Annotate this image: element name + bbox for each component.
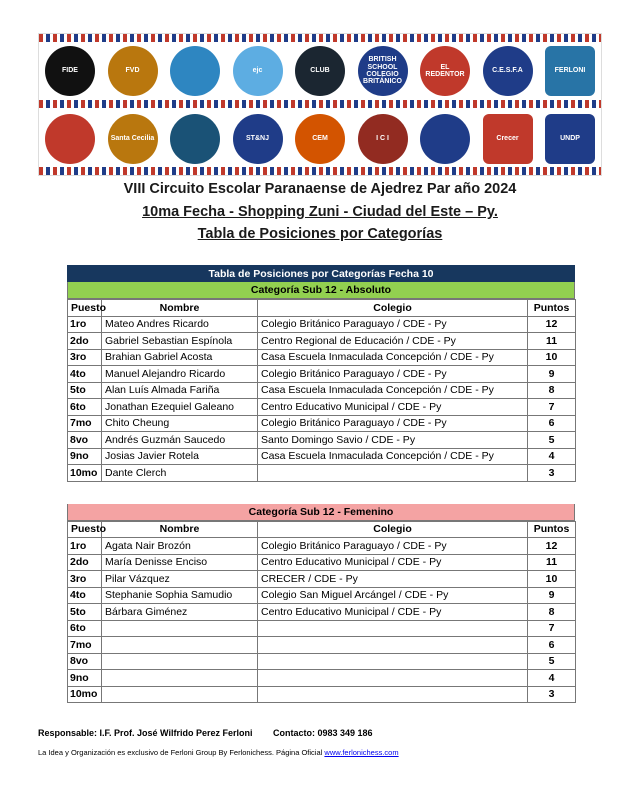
- points-cell: 10: [528, 349, 576, 366]
- position-cell: 6to: [68, 399, 102, 416]
- table-row: [68, 432, 576, 449]
- player-name-cell: María Denisse Enciso: [102, 554, 258, 571]
- table-row: [68, 333, 576, 350]
- col-header-points: Puntos: [528, 521, 576, 538]
- position-cell: 5to: [68, 382, 102, 399]
- fvd-logo: FVD: [108, 46, 158, 96]
- table-row: [68, 448, 576, 465]
- table-caption: Tabla de Posiciones por Categorías: [197, 226, 443, 242]
- ferloni-logo: FERLONI: [545, 46, 595, 96]
- school-cell: [258, 465, 528, 482]
- player-name-cell: Chito Cheung: [102, 415, 258, 432]
- school-cell: Centro Educativo Municipal / CDE - Py: [258, 604, 528, 621]
- table-header-row: [68, 521, 576, 538]
- player-name-cell: [102, 670, 258, 687]
- school-cell: Santo Domingo Savio / CDE - Py: [258, 432, 528, 449]
- table-row: [68, 620, 576, 637]
- table-row: [68, 538, 576, 555]
- points-cell: 3: [528, 465, 576, 482]
- fide-logo: FIDE: [45, 46, 95, 96]
- credit-text: La Idea y Organización es exclusivo de Ferloni Group By Ferlonichess. Página Oficial: [38, 748, 325, 757]
- col-header-name: Nombre: [102, 300, 258, 317]
- points-cell: 5: [528, 653, 576, 670]
- cesfa-logo: C.E.S.F.A: [483, 46, 533, 96]
- player-name-cell: Stephanie Sophia Samudio: [102, 587, 258, 604]
- position-cell: 8vo: [68, 653, 102, 670]
- points-cell: 7: [528, 399, 576, 416]
- school-cell: Centro Regional de Educación / CDE - Py: [258, 333, 528, 350]
- points-cell: 7: [528, 620, 576, 637]
- standings-header: Tabla de Posiciones por Categorías Fecha 10: [67, 265, 575, 282]
- position-cell: 10mo: [68, 686, 102, 703]
- position-cell: 7mo: [68, 415, 102, 432]
- player-name-cell: [102, 653, 258, 670]
- table-row: [68, 415, 576, 432]
- table-row: [68, 554, 576, 571]
- school-cell: Centro Educativo Municipal / CDE - Py: [258, 554, 528, 571]
- sponsor-banner: [38, 33, 602, 176]
- position-cell: 7mo: [68, 637, 102, 654]
- position-cell: 4to: [68, 587, 102, 604]
- tournament-title: VIII Circuito Escolar Paranaense de Ajedrez Par año 2024: [123, 181, 517, 197]
- table-row: [68, 686, 576, 703]
- table-row: [68, 366, 576, 383]
- table-row: [68, 637, 576, 654]
- points-cell: 6: [528, 637, 576, 654]
- points-cell: 10: [528, 571, 576, 588]
- table-row: [68, 587, 576, 604]
- player-name-cell: Pilar Vázquez: [102, 571, 258, 588]
- table-row: [68, 382, 576, 399]
- points-cell: 3: [528, 686, 576, 703]
- standings-table-femenino: [67, 521, 576, 704]
- position-cell: 9no: [68, 670, 102, 687]
- undp-logo: UNDP: [545, 114, 595, 164]
- school-cell: Casa Escuela Inmaculada Concepción / CDE - Py: [258, 349, 528, 366]
- school-cell: [258, 686, 528, 703]
- player-name-cell: [102, 637, 258, 654]
- points-cell: 12: [528, 316, 576, 333]
- position-cell: 9no: [68, 448, 102, 465]
- school-logo-1: [170, 46, 220, 96]
- position-cell: 3ro: [68, 571, 102, 588]
- school-cell: Colegio Británico Paraguayo / CDE - Py: [258, 316, 528, 333]
- position-cell: 4to: [68, 366, 102, 383]
- banner-stripe-top: [39, 34, 601, 42]
- player-name-cell: Brahian Gabriel Acosta: [102, 349, 258, 366]
- points-cell: 12: [528, 538, 576, 555]
- player-name-cell: Dante Clerch: [102, 465, 258, 482]
- position-cell: 3ro: [68, 349, 102, 366]
- position-cell: 6to: [68, 620, 102, 637]
- school-cell: Colegio Británico Paraguayo / CDE - Py: [258, 538, 528, 555]
- position-cell: 1ro: [68, 538, 102, 555]
- logo-row-bottom: [45, 110, 595, 168]
- school-cell: Casa Escuela Inmaculada Concepción / CDE - Py: [258, 448, 528, 465]
- player-name-cell: Andrés Guzmán Saucedo: [102, 432, 258, 449]
- points-cell: 4: [528, 670, 576, 687]
- ici-logo: I C I: [358, 114, 408, 164]
- banner-stripe-middle: [39, 100, 601, 108]
- footer-credit-line: [38, 748, 399, 757]
- player-name-cell: Josias Javier Rotela: [102, 448, 258, 465]
- santo-domingo-logo: [420, 114, 470, 164]
- section-gap: [67, 482, 575, 504]
- school-logo-2: [45, 114, 95, 164]
- table-row: [68, 465, 576, 482]
- col-header-pos: Puesto: [68, 300, 102, 317]
- school-cell: Colegio Británico Paraguayo / CDE - Py: [258, 366, 528, 383]
- position-cell: 1ro: [68, 316, 102, 333]
- club-ajedrez-logo: CLUB: [295, 46, 345, 96]
- category-title-absoluto: Categoría Sub 12 - Absoluto: [67, 282, 575, 299]
- col-header-school: Colegio: [258, 521, 528, 538]
- points-cell: 4: [528, 448, 576, 465]
- points-cell: 11: [528, 333, 576, 350]
- school-cell: Colegio Británico Paraguayo / CDE - Py: [258, 415, 528, 432]
- player-name-cell: Jonathan Ezequiel Galeano: [102, 399, 258, 416]
- table-header-row: [68, 300, 576, 317]
- table-row: [68, 653, 576, 670]
- points-cell: 8: [528, 604, 576, 621]
- position-cell: 10mo: [68, 465, 102, 482]
- points-cell: 11: [528, 554, 576, 571]
- col-header-name: Nombre: [102, 521, 258, 538]
- contact-text: Contacto: 0983 349 186: [272, 728, 373, 738]
- school-cell: [258, 653, 528, 670]
- banner-stripe-bottom: [39, 167, 601, 175]
- british-school-logo: BRITISH SCHOOL COLEGIO BRITÁNICO: [358, 46, 408, 96]
- player-name-cell: [102, 686, 258, 703]
- player-name-cell: Mateo Andres Ricardo: [102, 316, 258, 333]
- table-row: [68, 349, 576, 366]
- points-cell: 9: [528, 587, 576, 604]
- position-cell: 2do: [68, 554, 102, 571]
- col-header-pos: Puesto: [68, 521, 102, 538]
- responsible-text: Responsable: I.F. Prof. José Wilfrido Perez Ferloni: [38, 728, 253, 738]
- player-name-cell: Manuel Alejandro Ricardo: [102, 366, 258, 383]
- crecer-logo: Crecer: [483, 114, 533, 164]
- footer-responsible-line: [38, 728, 373, 738]
- stnj-logo: ST&NJ: [233, 114, 283, 164]
- standings-table-absoluto: [67, 299, 576, 482]
- table-row: [68, 571, 576, 588]
- col-header-points: Puntos: [528, 300, 576, 317]
- logo-row-top: [45, 44, 595, 98]
- table-row: [68, 604, 576, 621]
- points-cell: 6: [528, 415, 576, 432]
- player-name-cell: Bárbara Giménez: [102, 604, 258, 621]
- school-cell: [258, 637, 528, 654]
- player-name-cell: [102, 620, 258, 637]
- category-title-femenino: Categoría Sub 12 - Femenino: [67, 504, 575, 521]
- school-cell: Casa Escuela Inmaculada Concepción / CDE - Py: [258, 382, 528, 399]
- ejc-logo: ejc: [233, 46, 283, 96]
- table-row: [68, 399, 576, 416]
- points-cell: 9: [528, 366, 576, 383]
- table-row: [68, 316, 576, 333]
- player-name-cell: Agata Nair Brozón: [102, 538, 258, 555]
- colegio-crecer-seal-logo: [170, 114, 220, 164]
- school-cell: [258, 670, 528, 687]
- event-subtitle: 10ma Fecha - Shopping Zuni - Ciudad del Este – Py.: [142, 204, 498, 220]
- position-cell: 2do: [68, 333, 102, 350]
- website-link[interactable]: www.ferlonichess.com: [324, 748, 399, 757]
- player-name-cell: Gabriel Sebastian Espínola: [102, 333, 258, 350]
- school-cell: Colegio San Miguel Arcángel / CDE - Py: [258, 587, 528, 604]
- cem-logo: CEM: [295, 114, 345, 164]
- standings-sheet: [67, 265, 575, 703]
- player-name-cell: Alan Luís Almada Fariña: [102, 382, 258, 399]
- school-cell: CRECER / CDE - Py: [258, 571, 528, 588]
- el-redentor-logo: EL REDENTOR: [420, 46, 470, 96]
- position-cell: 5to: [68, 604, 102, 621]
- points-cell: 8: [528, 382, 576, 399]
- school-cell: Centro Educativo Municipal / CDE - Py: [258, 399, 528, 416]
- position-cell: 8vo: [68, 432, 102, 449]
- col-header-school: Colegio: [258, 300, 528, 317]
- school-cell: [258, 620, 528, 637]
- points-cell: 5: [528, 432, 576, 449]
- table-row: [68, 670, 576, 687]
- santa-cecilia-logo: Santa Cecilia: [108, 114, 158, 164]
